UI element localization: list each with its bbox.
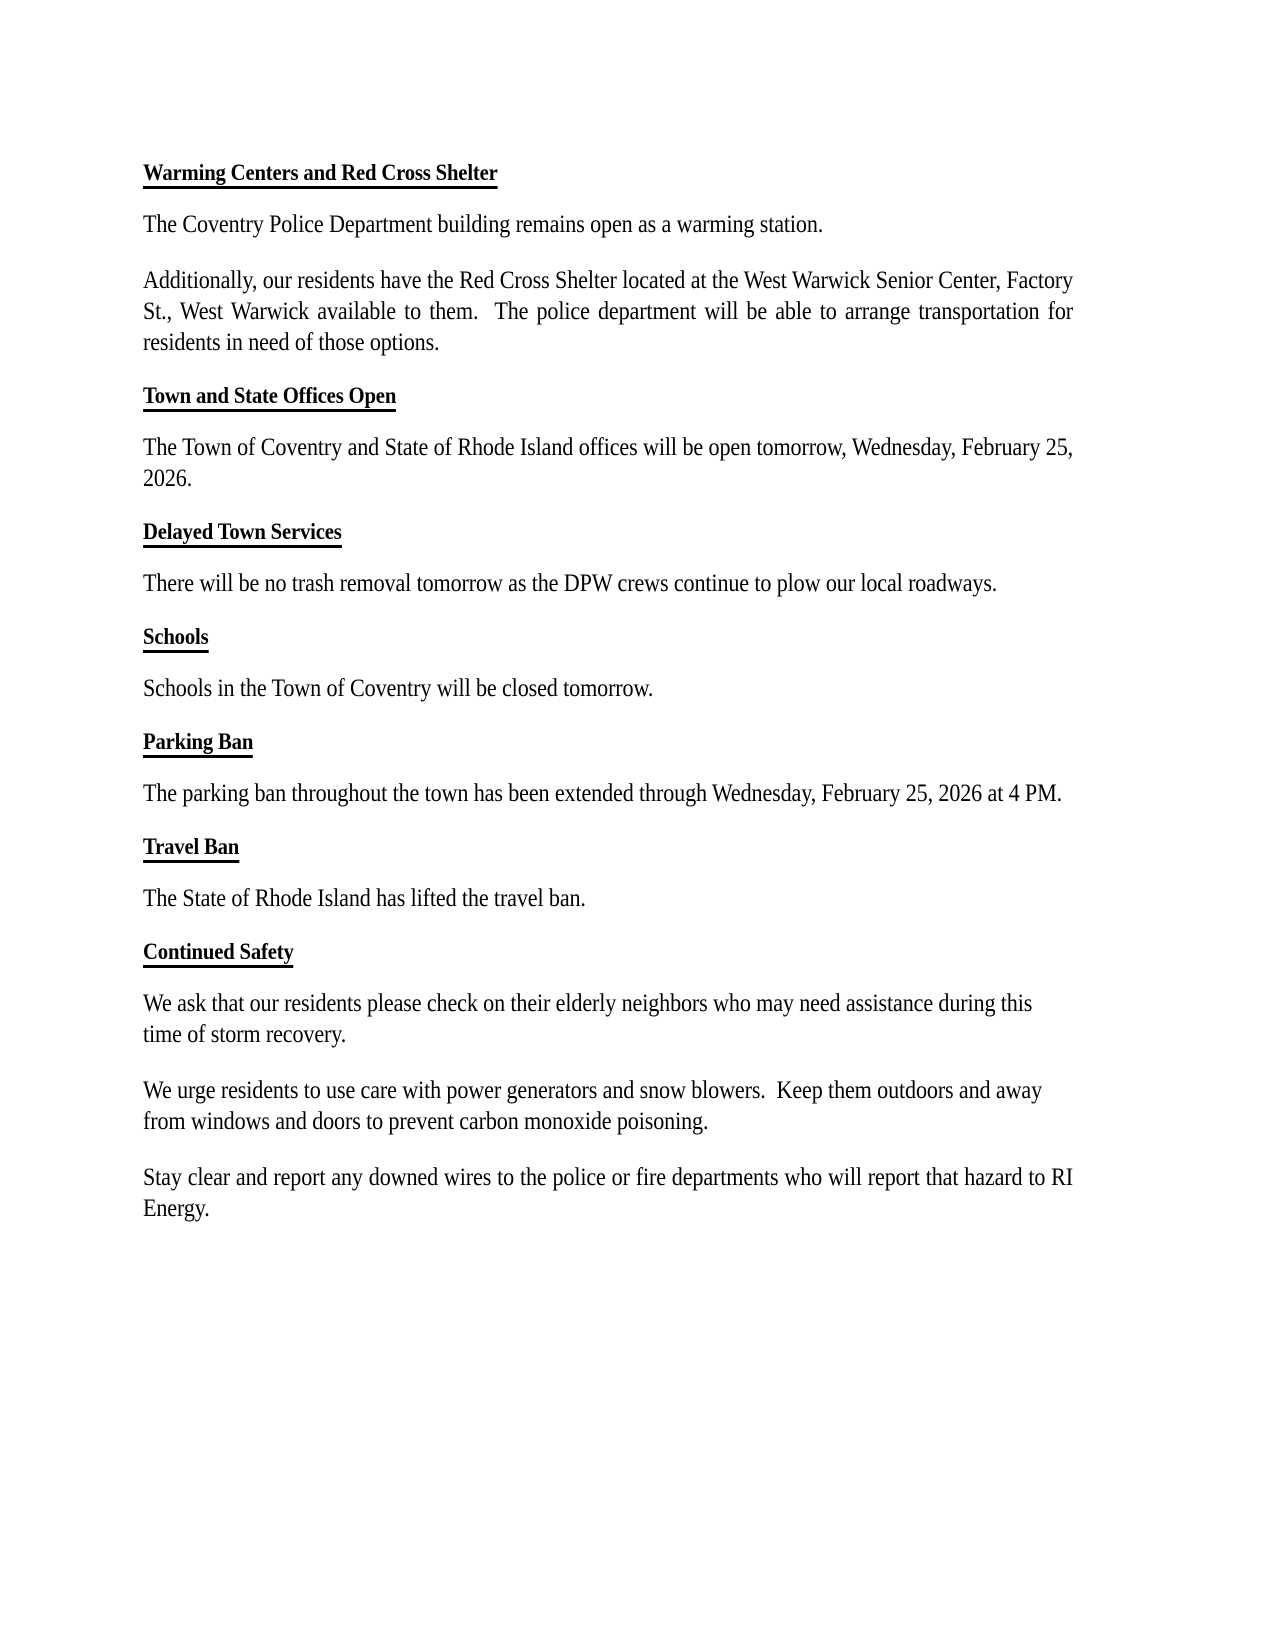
paragraph: The Coventry Police Department building remains open as a warming station. — [143, 211, 824, 238]
section-continued-safety — [143, 939, 1079, 1224]
heading-underline-text: Travel Ban — [143, 834, 239, 863]
section-warming-centers — [143, 160, 1079, 383]
spacer — [143, 809, 1073, 834]
paragraph: We urge residents to use care with power generators and snow blowers. Keep them outdoors and away from windows and doors to prevent carbon monoxide poisoning. — [143, 1077, 1048, 1135]
section-heading-schools — [143, 624, 980, 650]
spacer — [143, 1137, 1073, 1162]
spacer — [143, 965, 1073, 988]
paragraph: Schools in the Town of Coventry will be closed tomorrow. — [143, 675, 654, 702]
paragraph: The parking ban throughout the town has been extended through Wednesday, February 25, 2026 at 4 PM. — [143, 780, 1063, 807]
spacer — [143, 494, 1073, 519]
heading-underline-text: Schools — [143, 624, 208, 653]
paragraph: Stay clear and report any downed wires to the police or fire departments who will report that hazard to RI Energy. — [143, 1164, 1079, 1222]
heading-underline-text: Town and State Offices Open — [143, 383, 396, 412]
section-town-and-state-offices-open — [143, 383, 1079, 519]
section-travel-ban — [143, 834, 1073, 939]
spacer — [143, 755, 1073, 778]
spacer — [143, 545, 1073, 568]
paragraph: There will be no trash removal tomorrow as the DPW crews continue to plow our local roadways. — [143, 570, 998, 597]
heading-underline-text: Parking Ban — [143, 729, 253, 758]
section-heading-parking-ban — [143, 729, 980, 755]
section-heading-warming-centers — [143, 160, 980, 186]
section-heading-delayed-town-services — [143, 519, 980, 545]
paragraph: The State of Rhode Island has lifted the travel ban. — [143, 885, 586, 912]
spacer — [143, 240, 1073, 265]
section-heading-continued-safety — [143, 939, 980, 965]
heading-underline-text: Warming Centers and Red Cross Shelter — [143, 160, 498, 189]
section-heading-town-and-state-offices-open — [143, 383, 980, 409]
paragraph: We ask that our residents please check on their elderly neighbors who may need assistance during this time of storm recovery. — [143, 990, 1038, 1048]
spacer — [143, 409, 1073, 432]
spacer — [143, 914, 1073, 939]
spacer — [143, 186, 1073, 209]
section-parking-ban — [143, 729, 1073, 834]
section-heading-travel-ban — [143, 834, 980, 860]
section-schools — [143, 624, 1073, 729]
spacer — [143, 1050, 1073, 1075]
spacer — [143, 860, 1073, 883]
spacer — [143, 358, 1073, 383]
heading-underline-text: Continued Safety — [143, 939, 294, 968]
paragraph: The Town of Coventry and State of Rhode Island offices will be open tomorrow, Wednesday, February 25, 2026. — [143, 434, 1079, 492]
spacer — [143, 704, 1073, 729]
document-body — [143, 160, 1079, 1224]
section-delayed-town-services — [143, 519, 1073, 624]
heading-underline-text: Delayed Town Services — [143, 519, 342, 548]
spacer — [143, 599, 1073, 624]
spacer — [143, 650, 1073, 673]
paragraph: Additionally, our residents have the Red Cross Shelter located at the West Warwick Senior Center, Factory St., West Warwick available to them. The police department will be able to arrange transportation for residents in need of those options. — [143, 267, 1079, 356]
